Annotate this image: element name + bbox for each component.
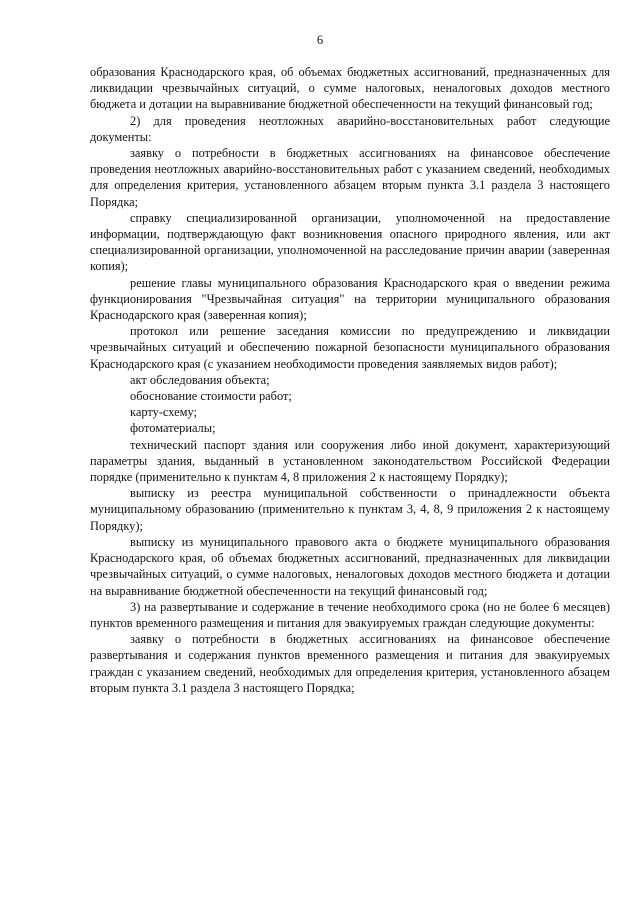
document-body — [90, 64, 610, 696]
paragraph-item-3: 3) на развертывание и содержание в течение необходимого срока (но не более 6 месяцев) пунктов временного размещения и питания для эвакуируемых граждан следующие документы: — [90, 599, 610, 630]
paragraph-continuation: образования Краснодарского края, об объемах бюджетных ассигнований, предназначенных для ликвидации чрезвычайных ситуаций, о сумме налоговых, неналоговых доходов местного бюджета и дотации на выравнивание бюджетной обеспеченности на текущий финансовый год; — [90, 65, 610, 112]
paragraph-cost-justification: обоснование стоимости работ; — [130, 389, 292, 404]
page-number: 6 — [316, 33, 324, 47]
paragraph-map-scheme: карту-схему; — [130, 405, 197, 420]
paragraph-item-2: 2) для проведения неотложных аварийно-восстановительных работ следующие документы: — [90, 113, 610, 144]
paragraph-commission-protocol: протокол или решение заседания комиссии по предупреждению и ликвидации чрезвычайных ситуаций и обеспечению пожарной безопасности муниципального образования Краснодарского края (с указанием необходимости проведения заявляемых видов работ); — [90, 324, 610, 371]
paragraph-photo-materials: фотоматериалы; — [130, 421, 216, 436]
paragraph-specialized-certificate: справку специализированной организации, уполномоченной на предоставление информации, подтверждающую факт возникновения опасного природного явления, или акт специализированной организации, уполномоченной на расследование причин аварии (заверенная копия); — [90, 210, 610, 274]
paragraph-head-decision: решение главы муниципального образования Краснодарского края о введении режима функционирования "Чрезвычайная ситуация" на территории муниципального образования Краснодарского края (заверенная копия); — [90, 275, 610, 323]
paragraph-budget-act-extract: выписку из муниципального правового акта о бюджете муниципального образования Краснодарского края, об объемах бюджетных ассигнований, предназначенных для ликвидации чрезвычайных ситуаций, о сумме налоговых, неналоговых доходов местного бюджета и дотации на выравнивание бюджетной обеспеченности на текущий финансовый год; — [90, 534, 610, 598]
paragraph-registry-extract: выписку из реестра муниципальной собственности о принадлежности объекта муниципальному образованию (применительно к пунктам 3, 4, 8, 9 приложения 2 к настоящему Порядку); — [90, 486, 610, 533]
paragraph-request-shelter-points: заявку о потребности в бюджетных ассигнованиях на финансовое обеспечение развертывания и содержания пунктов временного размещения и питания для эвакуируемых граждан с указанием сведений, необходимых для определения критерия, установленного абзацем вторым пункта 3.1 раздела 3 настоящего Порядка; — [90, 632, 610, 695]
paragraph-technical-passport: технический паспорт здания или сооружения либо иной документ, характеризующий параметры здания, выданный в установленном законодательством Российской Федерации порядке (применительно к пунктам 4, 8 приложения 2 к настоящему Порядку); — [90, 437, 610, 485]
paragraph-inspection-act: акт обследования объекта; — [130, 372, 270, 387]
paragraph-request-emergency-works: заявку о потребности в бюджетных ассигнованиях на финансовое обеспечение проведения неотложных аварийно-восстановительных работ с указанием сведений, необходимых для определения критерия, установленного абзацем вторым пункта 3.1 раздела 3 настоящего Порядка; — [90, 146, 610, 209]
